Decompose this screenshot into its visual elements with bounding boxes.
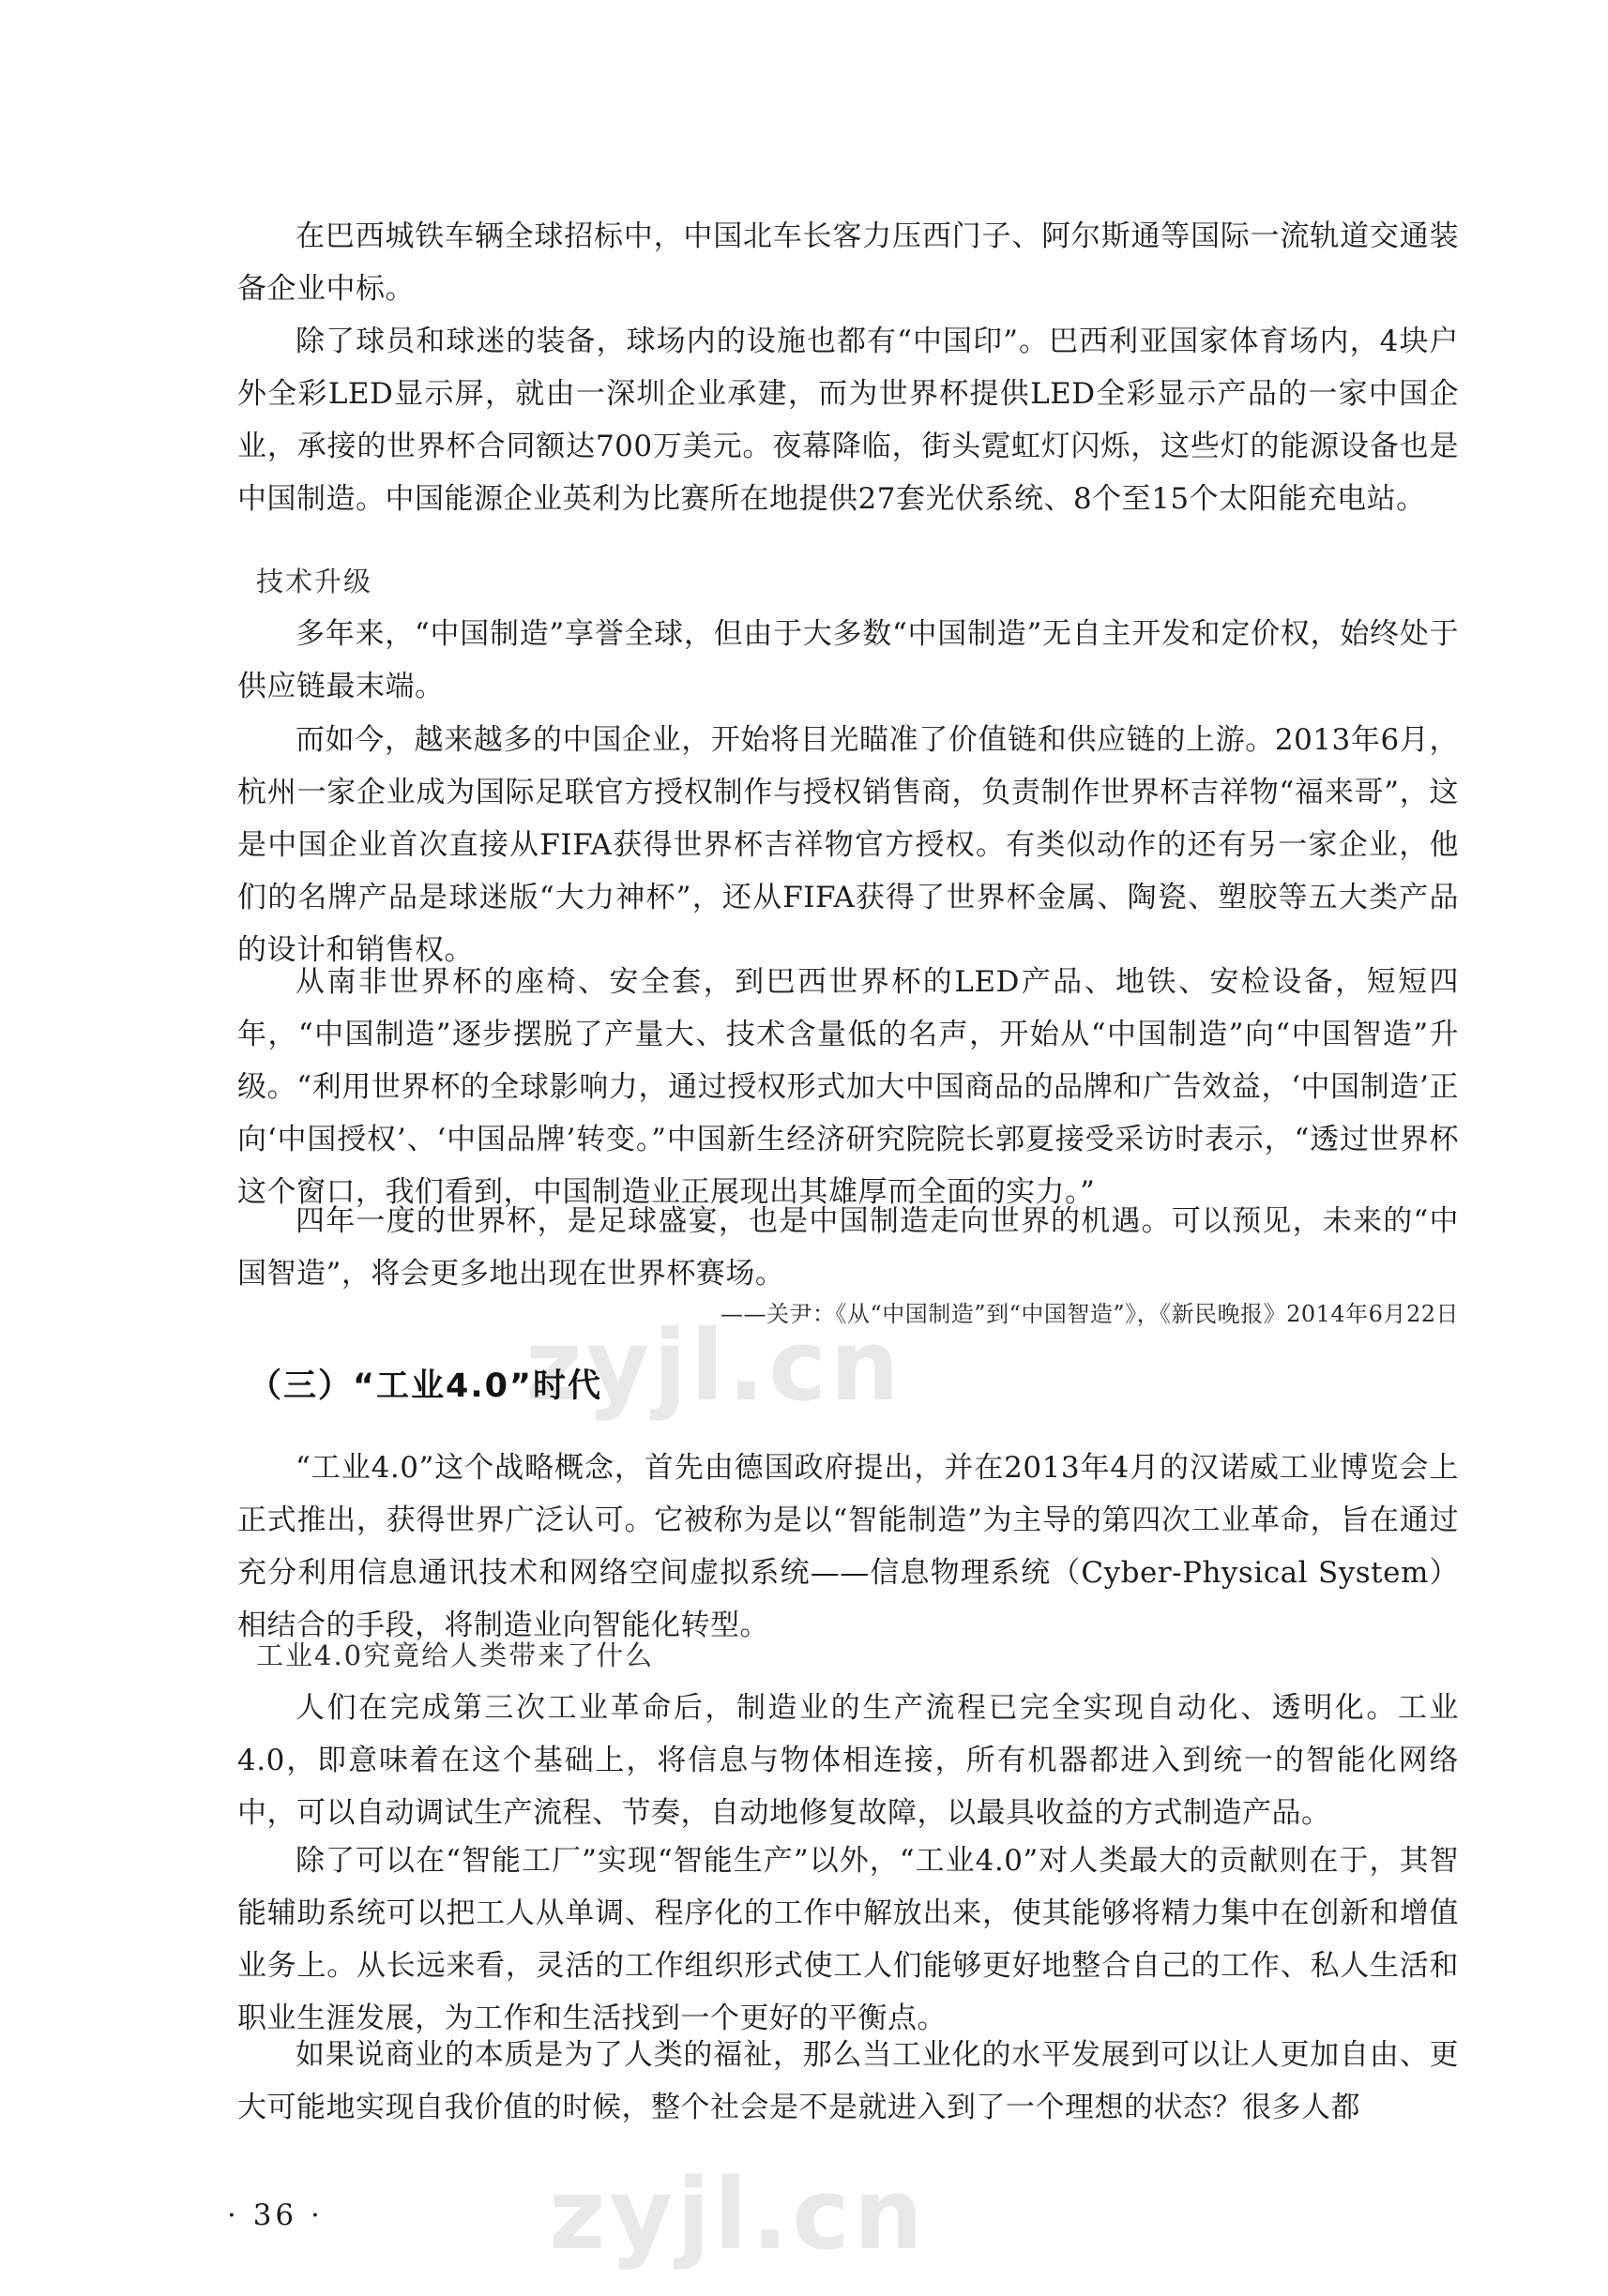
paragraph-stadium-facilities: 除了球员和球迷的装备，球场内的设施也都有“中国印”。巴西利亚国家体育场内，4块户外全彩LED显示屏，就由一深圳企业承建，而为世界杯提供LED全彩显示产品的一家中国企业，承接的世界杯合同额达700万美元。夜幕降临，街头霓虹灯闪烁，这些灯的能源设备也是中国制造。中国能源企业英利为比赛所在地提供27套光伏系统、8个至15个太阳能充电站。 (237, 325, 1459, 516)
subheading-tech-upgrade: 技术升级 (256, 566, 373, 597)
paragraph-brazil-rail-bid: 在巴西城铁车辆全球招标中，中国北车长客力压西门子、阿尔斯通等国际一流轨道交通装备企业中标。 (237, 219, 1459, 306)
section-title-industry-4: （三）“工业4.0”时代 (249, 1367, 603, 1405)
paragraph-smart-factory: 除了可以在“智能工厂”实现“智能生产”以外，“工业4.0”对人类最大的贡献则在于，其智能辅助系统可以把工人从单调、程序化的工作中解放出来，使其能够将精力集中在创新和增值业务上。从长远来看，灵活的工作组织形式使工人们能够更好地整合自己的工作、私人生活和职业生涯发展，为工作和生活找到一个更好的平衡点。 (237, 1844, 1459, 2035)
paragraph-fifa-licensing: 而如今，越来越多的中国企业，开始将目光瞄准了价值链和供应链的上游。2013年6月，杭州一家企业成为国际足联官方授权制作与授权销售商，负责制作世界杯吉祥物“福来哥”，这是中国企业首次直接从FIFA获得世界杯吉祥物官方授权。有类似动作的还有另一家企业，他们的名牌产品是球迷版“大力神杯”，还从FIFA获得了世界杯金属、陶瓷、塑胶等五大类产品的设计和销售权。 (237, 723, 1459, 967)
source-citation: ——关尹：《从“中国制造”到“中国智造”》，《新民晚报》2014年6月22日 (721, 1301, 1459, 1327)
page-number: · 36 · (227, 2198, 324, 2232)
paragraph-supply-chain: 多年来，“中国制造”享誉全球，但由于大多数“中国制造”无自主开发和定价权，始终处于供应链最末端。 (237, 617, 1459, 703)
paragraph-third-revolution: 人们在完成第三次工业革命后，制造业的生产流程已完全实现自动化、透明化。工业4.0，即意味着在这个基础上，将信息与物体相连接，所有机器都进入到统一的智能化网络中，可以自动调试生产流程、节奏，自动地修复故障，以最具收益的方式制造产品。 (237, 1691, 1459, 1830)
paragraph-made-to-smart: 从南非世界杯的座椅、安全套，到巴西世界杯的LED产品、地铁、安检设备，短短四年，“中国制造”逐步摆脱了产量大、技术含量低的名声，开始从“中国制造”向“中国智造”升级。“利用世界杯的全球影响力，通过授权形式加大中国商品的品牌和广告效益，‘中国制造’正向‘中国授权’、‘中国品牌’转变。”中国新生经济研究院院长郭夏接受采访时表示，“透过世界杯这个窗口，我们看到，中国制造业正展现出其雄厚而全面的实力。” (237, 965, 1459, 1209)
watermark-bottom: zyjl.cn (549, 2157, 927, 2272)
subheading-what-industry-4-brings: 工业4.0究竟给人类带来了什么 (256, 1639, 655, 1671)
paragraph-business-essence: 如果说商业的本质是为了人类的福祉，那么当工业化的水平发展到可以让人更加自由、更大可能地实现自我价值的时候，整个社会是不是就进入到了一个理想的状态？很多人都 (237, 2038, 1459, 2124)
paragraph-industry-4-intro: “工业4.0”这个战略概念，首先由德国政府提出，并在2013年4月的汉诺威工业博览会上正式推出，获得世界广泛认可。它被称为是以“智能制造”为主导的第四次工业革命，旨在通过充分利用信息通讯技术和网络空间虚拟系统——信息物理系统（Cyber-Physical System）相结合的手段，将制造业向智能化转型。 (237, 1451, 1459, 1642)
watermark-top: zyjl.cn (525, 1308, 903, 1423)
paragraph-world-cup-opportunity: 四年一度的世界杯，是足球盛宴，也是中国制造走向世界的机遇。可以预见，未来的“中国智造”，将会更多地出现在世界杯赛场。 (237, 1204, 1459, 1291)
